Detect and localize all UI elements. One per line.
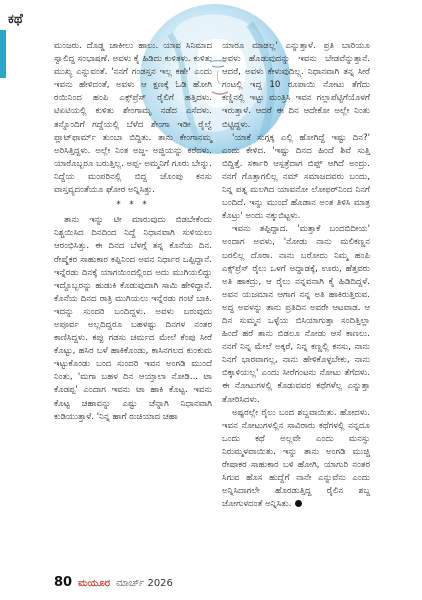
magazine-name: ಮಯೂರ [78,578,110,589]
paragraph-text: ಅಷ್ಟರಲ್ಲೇ ರೈಲು ಬಂದ ಶಬ್ದವಾಯಿತು. ಹೋದಳು. ಇವನ ನೋಟುಗಳಲ್ಲಿನ ಸಾವಿರಾರು ಕಥೆಗಳಲ್ಲಿ ನನ್ನದೂ ಒಂದು ಕಥೆ ಅಲ್ಲವೇ ಎಂದು ಮನಸ್ಸು ನಿರುಮ್ಮಳವಾಯಿತು. ಇನ್ನು ತಾನು ಅಂಗಡಿ ಮುಚ್ಚಿ ರೇಷಾಕರ ಸಾಹುಕಾರ ಬಳಿ ಹೋಗಿ, ಯಾಗುರಿ ನಂತರ ಸಿಗುವ ಹೊಸ ಹುದ್ದೆಗೆ ನಾನೇ ಎನ್ನುವೆನು ಎಂದು ಅನ್ನಿಸಿದಾಗಲೇ ಹೊರಡುತ್ತಿದ್ದ ರೈಲಿನ ಶಬ್ದ ಜೋಗುಳದಂತೆ ಅನ್ನಿಸಿತು. [222,407,370,510]
left-column [54,40,212,424]
issue-date: ಮಾರ್ಚ್ 2026 [115,578,173,589]
page-number: 80 [54,575,73,590]
paragraph: 'ಯಾಕೆ ಸುಗ್ಗಕ್ಕ ಎಲ್ಲಿ ಹೋಗಿದ್ದೆ ಇಷ್ಟು ದಿನ?' ಎಂದು ಕೇಳಿದ. 'ಇಷ್ಟು ದಿನದ ಹಿಂದೆ ಶಿವೆ ಸುತ್ತಿ ಬಿದ್ದಿತ್ತೆ. ಸರ್ಕಾರಿ ಆಸ್ಪತ್ರೆದಾಗ ಬಿಪ್ಪ್ ಆಗಿದೆ ಅಂದ್ರು. ನನಗೆ ಗೊತ್ತಾಗಲಿಲ್ಲ ನಮ್ ಸಮಾಜದವರು ಬಂದು, ನಿನ್ನ ಪತ್ನ ಮಲಗಿದ ಯಾವನೋ ಲೋಫರ್‌ನಿಂದ ನಿನಗೆ ಬಂದಿದೆ. ಇನ್ನು ಮುಂದೆ ಹೊಡಾನ ಅಂತ ತಿಳಿಸಿ ಮಾತ್ರ ಕೊಟ್ರು' ಅಂದು ನಕ್ಕುಬಿಟ್ಟಳು. [222,132,370,222]
paragraph: ತಾನು ಇನ್ನು ಟೀ ಮಾರುವುದು ಬಿಡಬೇಕೆಂದು ನಿಶ್ಚಯಿಸಿದ ದಿನದಿಂದ ನಿದ್ದೆ ನಿಧಾನವಾಗಿ ಸುಳಿಯಲು ಆರಂಭಿಸಿತ್ತು. ಈ ದಿನದ ಬೆಳಗ್ಗೆ ತನ್ನ ಕೊನೆಯ ದಿನ. ರೇಷ್ಮೆಕರ ಸಾಹುಕಾರ ಕಪ್ಪಿನಿಂದ ಅವನ ನಿರ್ಧಾರ ಒಪ್ಪಿದ್ದಾನೆ. ಇನ್ನೆರಡು ದಿನಕ್ಕೆ ಯಾಗಯಿಂದಲ್ಲಿಂದ ಅದು ಮುಗಿಯಲಿದ್ದು ಇದ್ದೊಬ್ಬರನ್ನು ಹುಡುಕಿ ಕೊಡುವುದಾಗಿ ಸಾಮಿ ಹೇಳಿದ್ದಾನೆ. ಕೊನೆಯ ದಿನದ ರಾತ್ರಿ ಮುಗಿಯಲು ಇನ್ನೆರಡು ಗಂಟೆ ಬಾಕಿ. ಇದನ್ನು ಸುಂದರಿ ಬಂದಿದ್ದಳು. ಅವಳು ಬರುವುದು ಅಪೂರ್ವ ಅಲ್ಲದಿದ್ದರೂ ಬಹಳಷ್ಟು ದಿನಗಳ ನಂತರ ಕಾಣಿಸಿದ್ದಳು. ಕಪ್ಪು ಗಡಸು ಚರ್ಮದ ಮೇಲೆ ಕೆಂಪು ಸೀರೆ ಕೊಟ್ಟು, ಹಸಿರ ಬಳೆ ಹಾಕಿಕೊಂಡು, ಕಾಸಿನಗಲದ ಕುಂಕುಮ ಇಟ್ಟುಕೊಂಡು ಬಂದ ಸುಂದರಿ ಇವನ ಅಂಗಡಿ ಮುಂದೆ ನಿಂತು, 'ಮಗಾ ಬಹಳ ದಿನ ಆಯ್ತಾಲಾ ನೋಡಿ... ಟಾ ಕೊಡಪ್ಪ' ಎಂದಾಗ ಇವನು ಟಾ ಹಾಕಿ ಕೊಟ್ಟ. ಇವನು ಕೊಟ್ಟ ಚಹಾವನ್ನು ಎಷ್ಟು ಚೆನ್ನಾಗಿ ನಿಧಾನವಾಗಿ ಕುಡಿಯುತ್ತಾಳೆ. 'ನಿನ್ನ ಹಾಗೆ ರುಚಿಯಾದ ಚಹಾ [54,215,212,422]
paragraph: ಇವನು ತಪ್ಪಿದ್ದಾದ. 'ಮತ್ತಾಕೆ ಬಂದಬಿದೀಯ' ಅಂದಾಗ ಅವಳು, 'ನೋಡು ನಾನು ಮಲಿಕಣ್ಣನ ಬರಲಿಲ್ಲ ದೊರಾ. ನಾನು ಬರೋದು ನಿಮ್ಮ ಹಂಪಿ ಎಕ್ಸ್‌ಪ್ರೆಸ್ ರೈಲು ಒಳಗೆ ಅದ್ದಾಡಕ್ಕೆ, ಊರು, ಹೆತ್ತವರು ಅತಿ ಹಾಕದ್ರು, ಆ ರೈಲು ನನ್ನವನಾಗಿ ಕೈ ಹಿಡಿದಿದ್ದಳೆ. ಅವನ ಯಜಮಾನ ಆಗಾಗ ನನ್ನ ಅತಿ ಹಾಕಿರುತ್ತಿರುವ. ಅದ್ದ ಅವಳನ್ನು ತಾನು ಪ್ರತಿದಿನ ಅವರೇ ಆಟವಾಡ. ಆ ದಿನ ಸುಮ್ಮನ ಒಳ್ಳೆಯ ಬಿಸಿಯಾಗುತ್ತಾ ಸಂದಿತ್ತಿಲ್ಲಾ ಹಿಂದೆ ಹರೆ ತಾನು ಬಿಡಲೂ ನೋಡು ಆಸೆ ಕಾಣಲು. ನನಗೆ ನಿನ್ನ ಮೇಲೆ ಅಕ್ಕರೆ, ನಿನ್ನ ಕಣ್ಣಲ್ಲಿ ಕನಸು, ನಾನು ನಿನಗೆ ಭಾರವಾಗಲ್ಲ, ನಾನು ಹೇಳಿಕೊಳ್ಳಬೇಕು, ನಾನು ಬಿಕ್ಕಾಳಿಯಲ್ಲ' ಎಂದು ಸೀರೆಗಂಟನು ನೋಟು ತೆಗೆದಳು. ಈ ನೋಟುಗಳಲ್ಲಿ ಕೊಡುವವರ ಕಥೆಗಳೆಲ್ಲ ಎನ್ನುತ್ತಾ ತೋರಿಸಿದಳು. [222,224,370,405]
section-break: * * * [116,200,150,211]
section-accent-bar [0,30,6,78]
story-end-mark-icon [295,500,302,507]
page-footer [54,575,173,590]
paragraph: ಯಾರೂ ಮಾಡಲ್ಲ' ಎನ್ನುತ್ತಾಳೆ. ಪ್ರತಿ ಬಾರಿಯೂ ಅವಳು ಹೊಡುವುದನ್ನು ಇವನು ಬೇಡವೆನ್ನುತ್ತಾನೆ. ಆದರೆ, ಅವಳು ಕೇಳುವುದಿಲ್ಲ. ನಿಧಾನವಾಗಿ ತನ್ನ ಸೀರೆ ಗಂಟಲ್ಲಿ ಇದ್ದ 10 ರೂಪಾಯಿ ನೋಟು ತೆಗೆದು ಕಣ್ಣಿನಲ್ಲಿ ಇಟ್ಟು ಮಂತ್ರಿಸಿ ಇವನ ಗಲ್ಲಾಪೆಟ್ಟಿಗೆಯೊಳಗೆ ಇರುತ್ತಾಳೆ. ಆದರೆ ಈ ದಿನ ಆದೇಕೋ ಅಲ್ಲೇ ನಿಂತು ಬಿಟ್ಟಿದ್ದಳು. [222,41,370,130]
paragraph-final [222,407,370,512]
right-column [222,40,370,511]
section-tag: ಕಥೆ [8,12,23,27]
paragraph: ಮಂಜರು. ದೊಡ್ಡ ಚಾಕೀಲು ಹಾಲು. ಯಾವ ಸಿನಿಮಾದ ಸ್ವಾಲಿದ್ದ ಸಂಭಾಷಣೆ. ಅವಳು ಕೈ ಹಿಡಿದು ಕುಳಿತಳು. ಕುಳಿತು ಮುಖ್ಯ ಎನ್ನುವಂತೆ. 'ನನಗೆ ಗಂಡಸ್ತನ ಇಲ್ಲ ಕಣೇ' ಎಂದು ಇವನು ಹೇಳಿದಂತೆ, ಅವಳು ಆ ಕ್ಷಣಕ್ಕೆ ಓಡಿ ಹೋಗಿ ರಯಿನಿಂದ ಹಂಪಿ ಎಕ್ಸ್‌ಪ್ರೆಸ್ ರೈಲಿಗೆ ಹತ್ತಿದಳು. ಟಿಏಟಿಯಲ್ಲಿ ಕುಳಿತು ಶೇಂಗಾಮೃ ನಡೆದ ಎಸೆದಳು. ತನ್ನೊಂದಿಗೆ ಗದ್ದೆಯಲ್ಲಿ ಬೆಳೆದ ಶೇಂಗಾ ಇಡೀ ರೈಲ್ವೆ ಪ್ಲಾಟ್‌ಫಾರ್ಮ್ ತುಂಬಾ ಬಿದ್ದಿತು. ತಾನು ಕೇಂಗಾನಮ್ಮ ಅರಿಸಿತ್ತಿದ್ದಳು. ಅಲ್ಲೇ ನಿಂತ ಅಜ್ಜ- ಅಜ್ಜಿಯನ್ನು ಕರೆದಳು. ಯಾರೊಬ್ಬರೂ ಬರುತ್ತಿಲ್ಲ. ಅಪ್ಪ- ಅಮ್ಮನಿಗೆ ಗೂರು ಬೇನ್ನು. ನಿದ್ದೆಯ ಮಂಪರಿನಲ್ಲಿ ಬಿದ್ದ ಚೊಂಪು ಕನಸು ವಾಸ್ತವ್ಯದಂತೆಯೂ ಘೋರ ಅನ್ನಿಸಿತ್ತು. [54,41,213,196]
